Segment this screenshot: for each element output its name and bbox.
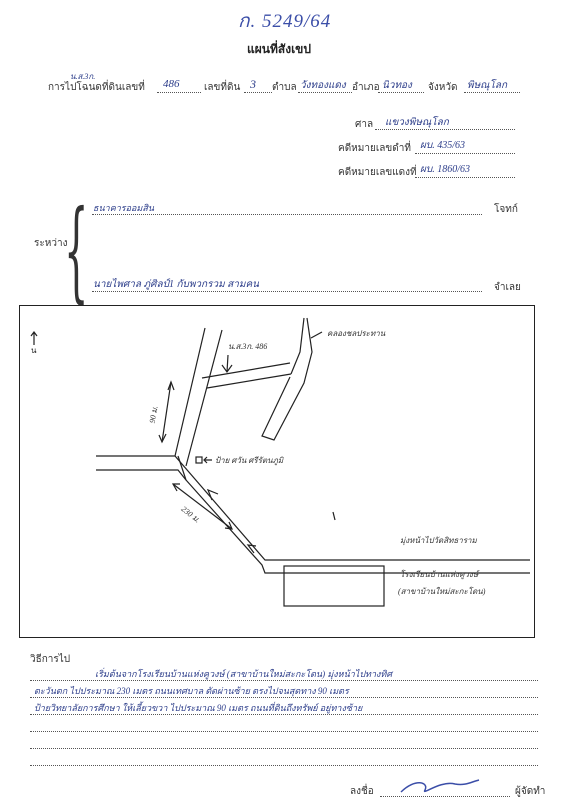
side-road-east-edge <box>186 330 222 466</box>
map-label-canal: คลองชลประทาน <box>327 329 386 338</box>
parcel-number: 486 <box>163 78 180 90</box>
defendant-label: จำเลย <box>494 282 521 293</box>
road-north-edge <box>96 470 530 573</box>
map-label-school-2: (สาขาบ้านใหม่สะกะโดน) <box>398 587 486 596</box>
north-letter: น <box>31 346 37 355</box>
black-case-label: คดีหมายเลขดำที่ <box>338 143 411 154</box>
red-case-number: ผบ. 1860/63 <box>420 164 470 175</box>
page-title: แผนที่สังเขป <box>247 42 311 56</box>
school-plot <box>284 566 384 606</box>
map-label-to-road: มุ่งหน้าไปวัดสิทธาราม <box>400 536 477 545</box>
lane-south <box>207 374 291 388</box>
distance-arrow-1 <box>162 382 171 442</box>
sign-label: ลงชื่อ <box>350 786 374 797</box>
directions-line-2: ตะวันตก ไปประมาณ 230 เมตร ถนนเทศบาล ตัดผ่านซ้าย ตรงไปจนสุดทาง 90 เมตร <box>34 686 349 696</box>
land-no-label: เลขที่ดิน <box>204 82 241 93</box>
district-value: นิวทอง <box>382 80 412 91</box>
court-name: แขวงพิษณุโลก <box>385 117 449 128</box>
court-label: ศาล <box>355 119 374 130</box>
directions-label: วิธีการไป <box>30 654 71 665</box>
province-label: จังหวัด <box>428 82 458 93</box>
plaintiff-name: ธนาคารออมสิน <box>93 203 154 213</box>
parcel-prefix: การไปโฉนดที่ดินเลขที่ <box>48 82 145 93</box>
subdistrict-label: ตำบล <box>272 82 297 93</box>
sign-marker <box>196 457 202 463</box>
red-case-label: คดีหมายเลขแดงที่ <box>338 167 417 178</box>
side-road-west-edge <box>175 328 205 456</box>
district-label: อำเภอ <box>352 82 380 93</box>
directions-line-1: เริ่มต้นจากโรงเรียนบ้านแห่งคูวงษ์ (สาขาบ้านใหม่สะกะโดน) มุ่งหน้าไปทางทิศ <box>95 669 393 679</box>
map-label-parcel: น.ส.3ก. 486 <box>228 342 268 351</box>
map-label-distance-2: 230 ม. <box>179 504 202 525</box>
map-label-distance-1: 90 ม. <box>147 405 160 424</box>
defendant-name: นายไพศาล ภู่ศิลป์1 กับพวกรวม สามคน <box>93 279 260 290</box>
plaintiff-label: โจทก์ <box>494 204 518 215</box>
canal <box>262 318 312 440</box>
land-no: 3 <box>250 77 256 91</box>
map-label-sign: ป้าย ศวัน ศรีรัตนภูมิ <box>215 456 284 465</box>
black-case-number: ผบ. 435/63 <box>420 140 465 151</box>
signer-role: ผู้จัดทำ <box>515 786 546 797</box>
between-label: ระหว่าง <box>34 238 68 249</box>
map-label-school-1: โรงเรียนบ้านแห่งคูวงษ์ <box>400 570 479 579</box>
lane-north <box>202 363 290 378</box>
province-value: พิษณุโลก <box>467 80 508 91</box>
document-number: ก. 5249/64 <box>238 11 332 32</box>
subdistrict-value: วังทองแดง <box>300 80 346 91</box>
parcel-type-note: น.ส.3ก. <box>70 72 96 81</box>
directions-line-3: ป้ายวิทยาลัยการศึกษา ให้เลี้ยวขวา ไปประมาณ 90 เมตร ถนนที่ดินถึงทรัพย์ อยู่ทางซ้าย <box>34 703 363 713</box>
brace-icon: { <box>64 186 89 314</box>
signature-scribble <box>395 772 485 798</box>
